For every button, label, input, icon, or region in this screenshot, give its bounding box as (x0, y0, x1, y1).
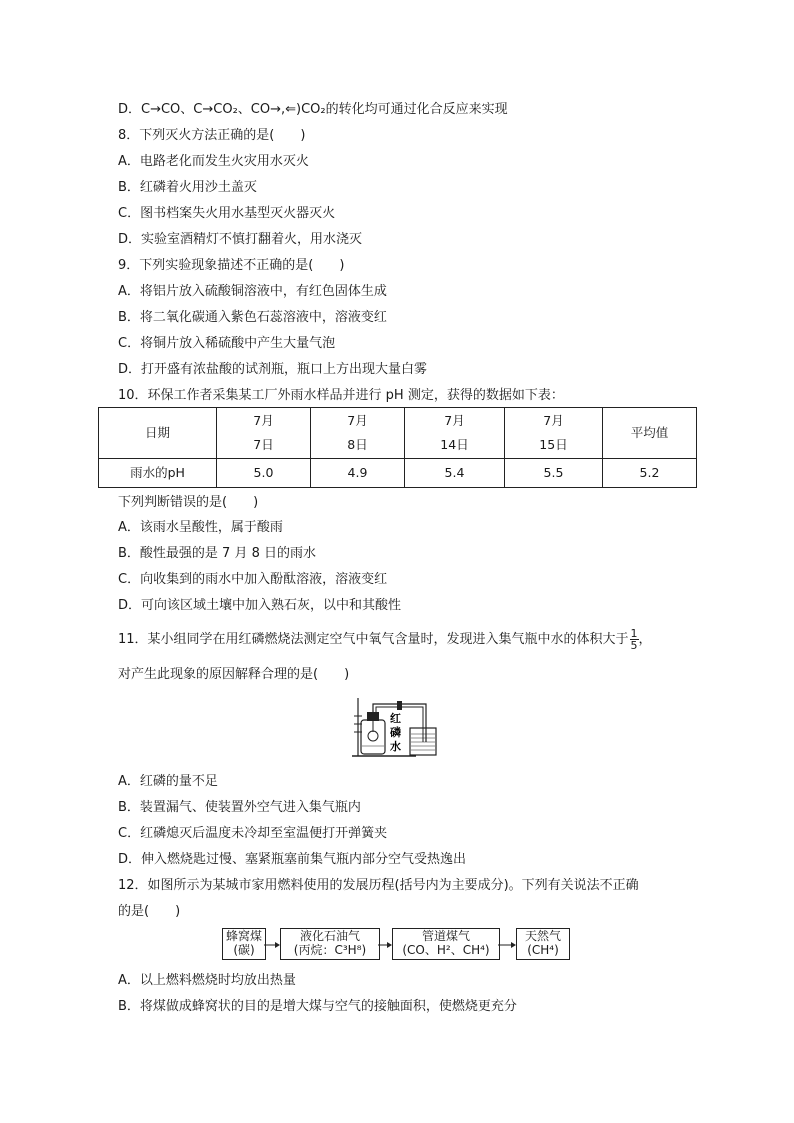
q9-option-a: A．将铝片放入硫酸铜溶液中，有红色固体生成 (118, 284, 387, 299)
table-row (99, 459, 697, 488)
diagram-label: 磷 (390, 726, 401, 739)
arrow-right-icon (498, 941, 516, 949)
q10-option-b: B．酸性最强的是 7 月 8 日的雨水 (118, 546, 316, 561)
table-header-date-cell: 7月 8日 (311, 408, 405, 459)
q12-option-b: B．将煤做成蜂窝状的目的是增大煤与空气的接触面积，使燃烧更充分 (118, 999, 517, 1014)
table-cell: 5.4 (405, 459, 505, 488)
q8-option-b: B．红磷着火用沙土盖灭 (118, 180, 257, 195)
table-header-average: 平均值 (603, 408, 697, 459)
diagram-label: 水 (390, 740, 401, 753)
q10-prompt: 下列判断错误的是( ) (118, 495, 259, 510)
table-cell: 4.9 (311, 459, 405, 488)
q9-option-d: D．打开盛有浓盐酸的试剂瓶，瓶口上方出现大量白雾 (118, 362, 428, 377)
fraction-one-fifth: $\frac{1}{5}$ (630, 627, 638, 652)
q11-option-d: D．伸入燃烧匙过慢、塞紧瓶塞前集气瓶内部分空气受热逸出 (118, 852, 467, 867)
q8-option-d: D．实验室酒精灯不慎打翻着火，用水浇灭 (118, 232, 363, 247)
table-header-date-cell: 7月 15日 (505, 408, 603, 459)
q11-stem: 11．某小组同学在用红磷燃烧法测定空气中氧气含量时，发现进入集气瓶中水的体积大于 $\frac{1}{5}$ ， (118, 627, 652, 652)
q10-option-d: D．可向该区域土壤中加入熟石灰，以中和其酸性 (118, 598, 402, 613)
q10-option-a: A．该雨水呈酸性，属于酸雨 (118, 520, 283, 535)
table-header-date: 日期 (99, 408, 217, 459)
q9-stem: 9．下列实验现象描述不正确的是( ) (118, 258, 345, 273)
q8-option-a: A．电路老化而发生火灾用水灭火 (118, 154, 309, 169)
q9-option-c: C．将铜片放入稀硫酸中产生大量气泡 (118, 336, 336, 351)
flow-box-lpg: 液化石油气 (丙烷：C³H⁸) (280, 928, 380, 960)
q11-stem-line2: 对产生此现象的原因解释合理的是( ) (118, 667, 350, 682)
q9-option-b: B．将二氧化碳通入紫色石蕊溶液中，溶液变红 (118, 310, 387, 325)
table-cell: 5.5 (505, 459, 603, 488)
q12-stem: 12．如图所示为某城市家用燃料使用的发展历程(括号内为主要成分)。下列有关说法不正确 (118, 878, 639, 893)
q12-option-a: A．以上燃料燃烧时均放出热量 (118, 973, 296, 988)
q11-option-a: A．红磷的量不足 (118, 774, 218, 789)
table-header-date-cell: 7月 14日 (405, 408, 505, 459)
q10-option-c: C．向收集到的雨水中加入酚酞溶液，溶液变红 (118, 572, 388, 587)
q7-option-d: D．C→CO、C→CO₂、CO→,⇐)CO₂的转化均可通过化合反应来实现 (118, 102, 508, 117)
q11-option-c: C．红磷熄灭后温度未冷却至室温便打开弹簧夹 (118, 826, 388, 841)
red-phosphorus-apparatus-diagram (350, 692, 442, 762)
table-row-label: 雨水的pH (99, 459, 217, 488)
arrow-right-icon (378, 941, 392, 949)
flow-box-natural-gas: 天然气 (CH⁴) (516, 928, 570, 960)
q8-option-c: C．图书档案失火用水基型灭火器灭火 (118, 206, 336, 221)
arrow-right-icon (264, 941, 280, 949)
table-cell: 5.2 (603, 459, 697, 488)
q10-stem: 10．环保工作者采集某工厂外雨水样品并进行 pH 测定，获得的数据如下表： (118, 388, 564, 403)
flow-box-pipeline-gas: 管道煤气 (CO、H²、CH⁴) (392, 928, 500, 960)
flow-box-honeycomb-coal: 蜂窝煤 (碳) (222, 928, 266, 960)
q12-stem-line2: 的是( ) (118, 904, 181, 919)
table-cell: 5.0 (217, 459, 311, 488)
table-header-date-cell: 7月 7日 (217, 408, 311, 459)
q11-option-b: B．装置漏气、使装置外空气进入集气瓶内 (118, 800, 361, 815)
ph-table (98, 407, 697, 488)
q8-stem: 8．下列灭火方法正确的是( ) (118, 128, 306, 143)
diagram-label: 红 (390, 712, 401, 725)
